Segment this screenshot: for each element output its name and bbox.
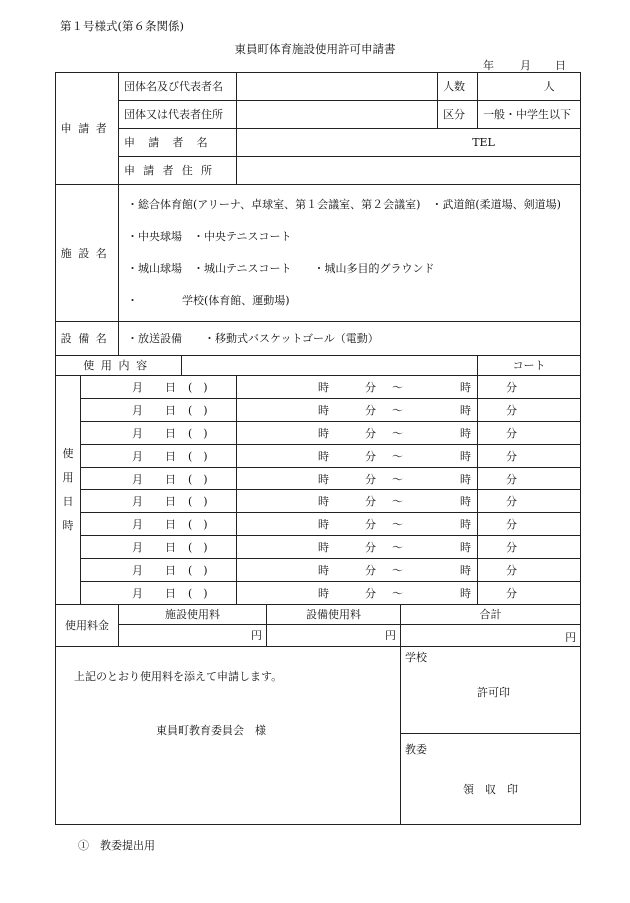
- start-hour-label: 時: [318, 518, 329, 532]
- end-minute-label: 分: [506, 426, 517, 440]
- weekday-label: ( ): [188, 472, 208, 486]
- month-label: 月: [132, 381, 143, 394]
- start-minute-label: 分: [365, 541, 376, 555]
- day-label: 日: [165, 403, 176, 417]
- permit-seal-label: 許可印: [477, 685, 510, 699]
- application-form-table: [55, 72, 581, 825]
- usage-row: [56, 421, 581, 444]
- applicant-name-field[interactable]: [237, 129, 581, 157]
- usage-date-cell[interactable]: [81, 536, 237, 559]
- month-label: 月: [132, 564, 143, 578]
- group-name-field[interactable]: [237, 73, 438, 101]
- footer-note: ① 教委提出用: [78, 839, 155, 852]
- form-title: 東員町体育施設使用許可申請書: [234, 42, 396, 56]
- start-minute-label: 分: [365, 518, 376, 532]
- start-hour-label: 時: [318, 381, 329, 394]
- facility-line-4[interactable]: ・ 学校(体育館、運動場): [127, 294, 290, 307]
- declaration-box: [56, 646, 401, 824]
- date-year-label: 年: [483, 59, 494, 72]
- usage-court-cell[interactable]: [478, 467, 581, 490]
- usage-row: [56, 513, 581, 536]
- start-hour-label: 時: [318, 449, 329, 463]
- end-minute-label: 分: [506, 541, 517, 555]
- month-label: 月: [132, 449, 143, 463]
- start-hour-label: 時: [318, 587, 329, 601]
- day-label: 日: [165, 495, 176, 509]
- declaration-addressee: 東員町教育委員会 様: [156, 723, 266, 737]
- total-fee-yen: 円: [565, 630, 577, 644]
- start-minute-label: 分: [365, 381, 376, 394]
- day-label: 日: [165, 472, 176, 486]
- day-label: 日: [165, 381, 176, 394]
- usage-time-cell[interactable]: [237, 490, 517, 513]
- end-hour-label: 時: [460, 495, 471, 509]
- end-minute-label: 分: [506, 449, 517, 463]
- weekday-label: ( ): [188, 426, 208, 440]
- facility-fee-field[interactable]: [119, 624, 267, 646]
- group-address-field[interactable]: [237, 101, 438, 129]
- end-hour-label: 時: [460, 426, 471, 440]
- school-seal-box: [401, 646, 581, 733]
- tilde-label: ～: [392, 449, 403, 463]
- usage-row: [56, 582, 581, 605]
- tilde-label: ～: [392, 472, 403, 486]
- day-label: 日: [165, 449, 176, 463]
- day-label: 日: [165, 426, 176, 440]
- facility-fee-yen: 円: [251, 628, 262, 642]
- end-hour-label: 時: [460, 449, 471, 463]
- facility-line-3[interactable]: ・城山球場 ・城山テニスコート ・城山多目的グラウンド: [127, 262, 435, 275]
- tilde-label: ～: [392, 426, 403, 440]
- start-hour-label: 時: [318, 472, 329, 486]
- end-hour-label: 時: [460, 381, 471, 394]
- usage-row: [56, 444, 581, 467]
- usage-court-cell[interactable]: [478, 376, 581, 399]
- start-minute-label: 分: [365, 403, 376, 417]
- end-hour-label: 時: [460, 587, 471, 601]
- applicant-section-label: 申請者: [56, 73, 119, 185]
- usage-rows: [56, 376, 581, 605]
- group-name-label: 団体名及び代表者名: [119, 73, 237, 101]
- form-number: 第１号様式(第６条関係): [60, 19, 184, 33]
- start-hour-label: 時: [318, 403, 329, 417]
- usage-date-cell[interactable]: [81, 421, 237, 444]
- day-label: 日: [165, 587, 176, 601]
- end-minute-label: 分: [506, 381, 517, 394]
- applicant-address-label: 申請者住所: [119, 157, 237, 185]
- tilde-label: ～: [392, 587, 403, 601]
- day-label: 日: [165, 518, 176, 532]
- start-minute-label: 分: [365, 564, 376, 578]
- date-month-label: 月: [520, 59, 531, 72]
- month-label: 月: [132, 426, 143, 440]
- usage-time-cell[interactable]: [237, 559, 517, 582]
- usage-time-cell[interactable]: [237, 398, 517, 421]
- facility-fee-label: 施設使用料: [119, 604, 267, 624]
- receipt-seal-label: 領 収 印: [463, 782, 518, 796]
- start-minute-label: 分: [365, 449, 376, 463]
- usage-court-cell[interactable]: [478, 559, 581, 582]
- usage-time-cell[interactable]: [237, 467, 517, 490]
- usage-date-cell[interactable]: [81, 513, 237, 536]
- tilde-label: ～: [392, 381, 403, 394]
- end-hour-label: 時: [460, 541, 471, 555]
- usage-row: [56, 398, 581, 421]
- usage-row: [56, 467, 581, 490]
- usage-time-cell[interactable]: [237, 582, 517, 605]
- total-fee-label: 合計: [401, 604, 581, 624]
- month-label: 月: [132, 472, 143, 486]
- headcount-label: 人数: [438, 73, 478, 101]
- school-label: 学校: [405, 650, 427, 664]
- month-label: 月: [132, 541, 143, 555]
- usage-row: [56, 559, 581, 582]
- usage-time-cell[interactable]: [237, 421, 517, 444]
- equipment-fee-field[interactable]: [267, 624, 401, 646]
- usage-content-label: 使用内容: [56, 356, 182, 376]
- weekday-label: ( ): [188, 449, 208, 463]
- end-hour-label: 時: [460, 472, 471, 486]
- applicant-name-label: 申請者名: [119, 129, 237, 157]
- end-minute-label: 分: [506, 495, 517, 509]
- month-label: 月: [132, 495, 143, 509]
- end-hour-label: 時: [460, 564, 471, 578]
- start-hour-label: 時: [318, 495, 329, 509]
- equipment-options[interactable]: ・放送設備 ・移動式バスケットゴール（電動）: [119, 322, 581, 356]
- end-minute-label: 分: [506, 403, 517, 417]
- headcount-field[interactable]: [478, 73, 581, 101]
- month-label: 月: [132, 403, 143, 417]
- usage-row: [56, 536, 581, 559]
- usage-date-cell[interactable]: [81, 444, 237, 467]
- usage-court-cell[interactable]: [478, 398, 581, 421]
- usage-date-cell[interactable]: [81, 559, 237, 582]
- usage-date-cell[interactable]: [81, 467, 237, 490]
- end-minute-label: 分: [506, 472, 517, 486]
- usage-content-field[interactable]: [182, 356, 478, 376]
- equipment-fee-yen: 円: [385, 628, 396, 642]
- datetime-section-label: 使用日時: [56, 376, 81, 605]
- start-minute-label: 分: [365, 495, 376, 509]
- weekday-label: ( ): [188, 381, 208, 394]
- month-label: 月: [132, 518, 143, 532]
- start-minute-label: 分: [365, 472, 376, 486]
- usage-court-cell[interactable]: [478, 490, 581, 513]
- total-fee-field[interactable]: [401, 624, 581, 646]
- start-hour-label: 時: [318, 426, 329, 440]
- weekday-label: ( ): [188, 541, 208, 555]
- declaration-statement: 上記のとおり使用料を添えて申請します。: [74, 669, 283, 683]
- usage-court-cell[interactable]: [478, 582, 581, 605]
- usage-time-cell[interactable]: [237, 513, 517, 536]
- tilde-label: ～: [392, 541, 403, 555]
- usage-row: [56, 376, 581, 399]
- end-minute-label: 分: [506, 518, 517, 532]
- fees-section-label: 使用料金: [56, 604, 119, 646]
- board-seal-box: [401, 733, 581, 824]
- end-hour-label: 時: [460, 518, 471, 532]
- weekday-label: ( ): [188, 403, 208, 417]
- weekday-label: ( ): [188, 518, 208, 532]
- usage-time-cell[interactable]: [237, 444, 517, 467]
- start-minute-label: 分: [365, 426, 376, 440]
- tilde-label: ～: [392, 518, 403, 532]
- usage-date-cell[interactable]: [81, 582, 237, 605]
- applicant-address-field[interactable]: [237, 157, 581, 185]
- start-minute-label: 分: [365, 587, 376, 601]
- facility-line-1[interactable]: ・総合体育館(アリーナ、卓球室、第１会議室、第２会議室) ・武道館(柔道場、剣道場): [127, 198, 561, 211]
- month-label: 月: [132, 587, 143, 601]
- usage-time-cell[interactable]: [237, 536, 517, 559]
- facility-line-2[interactable]: ・中央球場 ・中央テニスコート: [127, 230, 292, 243]
- equipment-section-label: 設備名: [56, 322, 119, 356]
- facility-options: [119, 185, 581, 322]
- weekday-label: ( ): [188, 587, 208, 601]
- usage-date-cell[interactable]: [81, 398, 237, 421]
- tilde-label: ～: [392, 564, 403, 578]
- end-minute-label: 分: [506, 564, 517, 578]
- equipment-fee-label: 設備使用料: [267, 604, 401, 624]
- tel-label: TEL: [472, 136, 495, 149]
- day-label: 日: [165, 564, 176, 578]
- board-label: 教委: [405, 742, 427, 756]
- weekday-label: ( ): [188, 495, 208, 509]
- headcount-unit: 人: [543, 80, 555, 93]
- start-hour-label: 時: [318, 541, 329, 555]
- group-address-label: 団体又は代表者住所: [119, 101, 237, 129]
- usage-court-cell[interactable]: [478, 513, 581, 536]
- usage-time-cell[interactable]: [237, 376, 517, 399]
- weekday-label: ( ): [188, 564, 208, 578]
- usage-court-cell[interactable]: [478, 421, 581, 444]
- usage-court-cell[interactable]: [478, 536, 581, 559]
- facility-section-label: 施設名: [56, 185, 119, 322]
- end-hour-label: 時: [460, 403, 471, 417]
- usage-date-cell[interactable]: [81, 376, 237, 399]
- tilde-label: ～: [392, 403, 403, 417]
- date-day-label: 日: [555, 59, 566, 72]
- usage-court-cell[interactable]: [478, 444, 581, 467]
- category-value[interactable]: 一般・中学生以下: [478, 101, 581, 129]
- start-hour-label: 時: [318, 564, 329, 578]
- usage-row: [56, 490, 581, 513]
- category-label: 区分: [438, 101, 478, 129]
- end-minute-label: 分: [506, 587, 517, 601]
- tilde-label: ～: [392, 495, 403, 509]
- usage-date-cell[interactable]: [81, 490, 237, 513]
- day-label: 日: [165, 541, 176, 555]
- court-label: コート: [478, 356, 581, 376]
